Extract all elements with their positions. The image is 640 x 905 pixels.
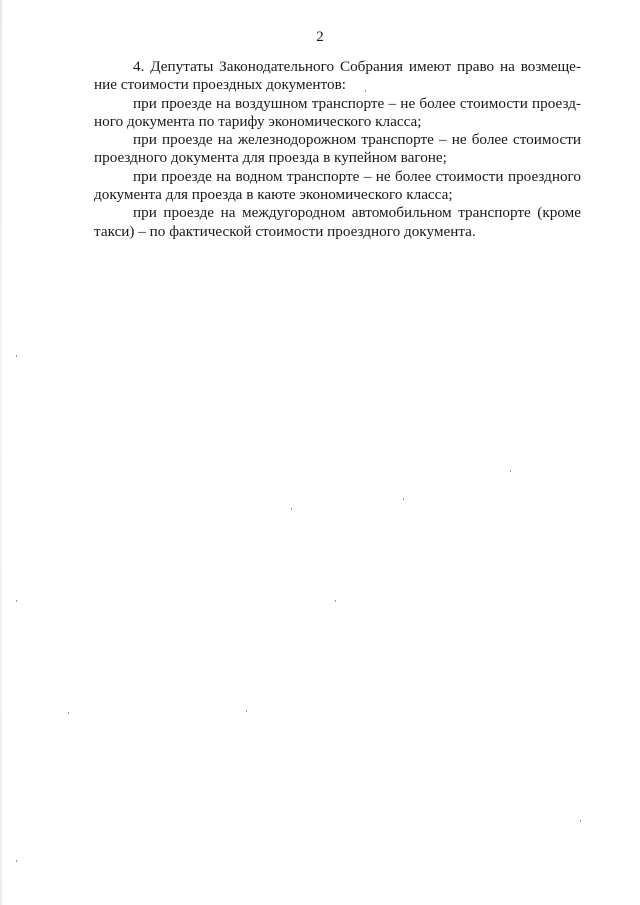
scan-speck xyxy=(16,355,17,357)
scan-speck xyxy=(510,470,511,472)
paragraph-air-transport: при проезде на воздушном транспорте – не более стоимости проездного документа по тарифу экономического класса; xyxy=(94,94,581,130)
scan-speck xyxy=(16,600,17,602)
scan-speck xyxy=(365,90,366,92)
paragraph-reimbursement-right: 4. Депутаты Законодательного Собрания имеют право на возмещение стоимости проездных документов: xyxy=(94,58,581,94)
scan-edge-shadow xyxy=(0,0,2,905)
scan-speck xyxy=(68,712,69,714)
paragraph-rail-transport: при проезде на железнодорожном транспорте – не более стоимости проездного документа для проезда в купейном вагоне; xyxy=(94,131,581,167)
scan-speck xyxy=(580,820,581,822)
scan-speck xyxy=(335,600,336,602)
scan-speck xyxy=(291,508,292,510)
scan-speck xyxy=(246,710,247,712)
paragraph-road-transport: при проезде на междугородном автомобильном транспорте (кроме такси) – по фактической стоимости проездного документа. xyxy=(94,204,581,240)
page-number: 2 xyxy=(316,29,324,45)
scan-speck xyxy=(16,860,17,862)
paragraph-water-transport: при проезде на водном транспорте – не более стоимости проездного документа для проезда в каюте экономического класса; xyxy=(94,167,581,204)
scan-speck xyxy=(403,498,404,500)
document-body xyxy=(94,58,581,241)
